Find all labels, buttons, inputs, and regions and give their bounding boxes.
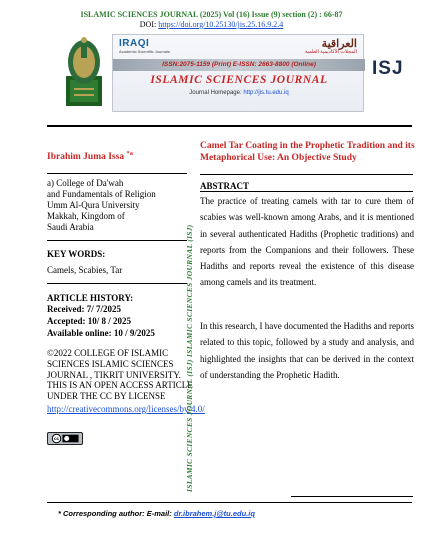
footer-divider <box>47 502 412 503</box>
cc-license-icon <box>47 432 83 445</box>
header-divider <box>47 125 412 127</box>
iraqi-logo-text: IRAQI <box>119 38 150 49</box>
keywords-heading: KEY WORDS: <box>47 249 106 259</box>
abstract-end-divider <box>291 496 413 497</box>
corresponding-email[interactable]: dr.ibrahem.j@tu.edu.iq <box>173 509 255 518</box>
abstract-heading: ABSTRACT <box>200 181 250 191</box>
journal-citation-line: ISLAMIC SCIENCES JOURNAL (2025) Vol (16) Issue (9) section (2) : 66-87 <box>80 10 343 19</box>
affiliation-line: a) College of Da'wah <box>47 178 124 188</box>
journal-homepage <box>113 90 365 96</box>
journal-name: ISLAMIC SCIENCES JOURNAL <box>150 74 328 86</box>
history-received: Received: 7/ 7/2025 <box>47 304 121 314</box>
affiliation-line: Saudi Arabia <box>47 222 94 232</box>
vertical-journal-brand: ISLAMIC SCIENCES JOURNAL (ISJ) ISLAMIC SCIENCES JOURNAL (ISJ) <box>185 224 194 492</box>
doi-line <box>0 20 423 29</box>
homepage-url[interactable]: http://jis.tu.edu.iq <box>243 90 289 96</box>
article-history-heading: ARTICLE HISTORY: <box>47 293 134 303</box>
affiliation-line: Makkah, Kingdom of <box>47 211 125 221</box>
isj-badge: ISJ <box>372 58 404 79</box>
corresponding-label: * Corresponding author: E-mail: <box>58 509 172 518</box>
article-history <box>47 304 195 340</box>
journal-banner <box>112 34 364 112</box>
copyright-notice: ©2022 COLLEGE OF ISLAMIC SCIENCES ISLAMIC SCIENCES JOURNAL , TIKRIT UNIVERSITY. THIS IS AN OPEN ACCESS ARTICLE UNDER THE CC BY LICENSE <box>47 348 193 402</box>
corresponding-author <box>58 509 255 518</box>
university-logo <box>62 36 106 108</box>
abstract-paragraph-2: In this research, I have documented the Hadiths and reports related to this topic, followed by a study and analysis, and highlighted the insights that can be derived in the context of understanding the Prophetic Hadith. <box>200 321 414 380</box>
iraqi-subtitle: Academic Scientific Journals <box>119 49 170 54</box>
author-name-text: Ibrahim Juma Issa <box>47 152 125 163</box>
author-divider <box>47 173 187 174</box>
arabic-subtitle: المجلات الأكاديمية العلمية <box>304 50 357 55</box>
abstract-divider <box>200 191 413 192</box>
cc-badge-text: cc <box>53 436 60 442</box>
history-available: Available online: 10 / 9/2025 <box>47 328 155 338</box>
banner-top <box>113 35 365 57</box>
keywords-divider <box>47 283 187 284</box>
author-name <box>47 150 133 162</box>
homepage-label: Journal Homepage: <box>189 90 242 96</box>
author-mark: *a <box>126 150 133 157</box>
issn-bar: ISSN:2075-1159 (Print) E-ISSN: 2663-8800 (Online) <box>113 59 365 71</box>
affiliation-divider <box>47 240 187 241</box>
affiliation <box>47 178 195 233</box>
affiliation-line: and Fundamentals of Religion <box>47 189 156 199</box>
title-divider <box>200 174 413 175</box>
keywords: Camels, Scabies, Tar <box>47 265 123 275</box>
article-title: Camel Tar Coating in the Prophetic Tradition and its Metaphorical Use: An Objective Study <box>200 141 415 163</box>
history-accepted: Accepted: 10/ 8 / 2025 <box>47 316 131 326</box>
doi-label: DOI: <box>139 20 157 29</box>
doi-link[interactable]: https://doi.org/10.25130/jis.25.16.9.2.4 <box>158 20 284 29</box>
arabic-title: العراقية <box>321 38 357 50</box>
abstract-paragraph-1: The practice of treating camels with tar to cure them of scabies was well-known among Arabs, and it is mentioned in several authenticated Hadiths (Prophetic traditions) and reports from the Companions and their followers. These Hadiths and reports reveal the existence of this disease among camels and its treatment. <box>200 196 414 288</box>
affiliation-line: Umm Al-Qura University <box>47 200 140 210</box>
license-link[interactable]: http://creativecommons.org/licenses/by/4.0/ <box>47 404 205 414</box>
